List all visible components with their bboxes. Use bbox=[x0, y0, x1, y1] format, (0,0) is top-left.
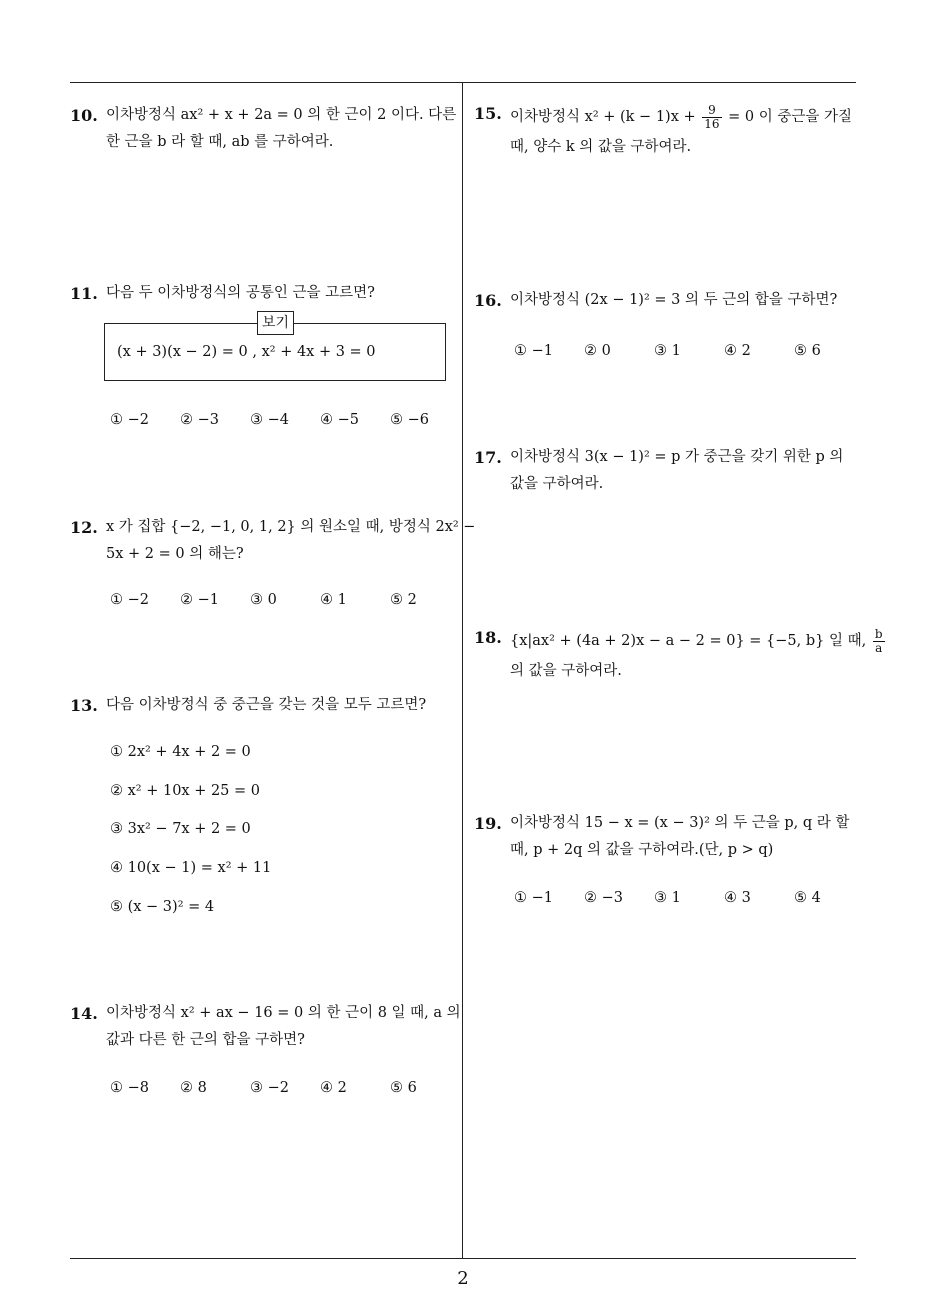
question-text-line: 5x + 2 = 0 의 해는? bbox=[106, 546, 244, 562]
choice-3[interactable]: ③ 3x² − 7x + 2 = 0 bbox=[110, 821, 251, 837]
choice-4[interactable]: ④ 2 bbox=[724, 343, 751, 359]
question-10 bbox=[70, 102, 456, 156]
question-text bbox=[106, 280, 456, 307]
question-text bbox=[106, 514, 476, 568]
choice-3[interactable]: ③ 1 bbox=[654, 890, 681, 906]
question-text bbox=[510, 624, 883, 685]
question-text bbox=[510, 287, 860, 314]
choice-1[interactable]: ① −1 bbox=[514, 890, 553, 906]
example-box-content: (x + 3)(x − 2) = 0 , x² + 4x + 3 = 0 bbox=[117, 344, 376, 360]
choice-5[interactable]: ⑤ 4 bbox=[794, 890, 821, 906]
question-12 bbox=[70, 514, 476, 608]
question-number: 10. bbox=[70, 106, 98, 125]
choice-2[interactable]: ② 0 bbox=[584, 343, 611, 359]
answer-choices bbox=[70, 592, 456, 614]
question-text-line: 때, p + 2q 의 값을 구하여라.(단, p > q) bbox=[510, 842, 774, 858]
choice-1[interactable]: ① −2 bbox=[110, 592, 149, 608]
choice-5[interactable]: ⑤ (x − 3)² = 4 bbox=[110, 899, 215, 915]
choice-4[interactable]: ④ −5 bbox=[320, 412, 359, 428]
answer-choices bbox=[474, 343, 860, 365]
bottom-rule bbox=[70, 1258, 856, 1259]
question-number: 19. bbox=[474, 814, 502, 833]
example-box-label: 보기 bbox=[257, 311, 294, 335]
question-text bbox=[510, 810, 860, 864]
question-text-line: x 가 집합 {−2, −1, 0, 1, 2} 의 원소일 때, 방정식 2x² − bbox=[106, 519, 476, 535]
choice-4[interactable]: ④ 2 bbox=[320, 1080, 347, 1096]
question-number: 13. bbox=[70, 696, 98, 715]
choice-2[interactable]: ② x² + 10x + 25 = 0 bbox=[110, 783, 261, 799]
question-18 bbox=[474, 624, 883, 685]
choice-3[interactable]: ③ 0 bbox=[250, 592, 277, 608]
question-text-line: 값을 구하여라. bbox=[510, 476, 604, 492]
question-text bbox=[510, 444, 860, 498]
question-text-line: 이차방정식 ax² + x + 2a = 0 의 한 근이 2 이다. 다른 bbox=[106, 107, 457, 123]
question-text-line: 이차방정식 (2x − 1)² = 3 의 두 근의 합을 구하면? bbox=[510, 292, 838, 308]
choice-3[interactable]: ③ −2 bbox=[250, 1080, 289, 1096]
question-number: 15. bbox=[474, 104, 502, 123]
choice-1[interactable]: ① −2 bbox=[110, 412, 149, 428]
question-14 bbox=[70, 1000, 461, 1096]
question-text-part: 이차방정식 x² + (k − 1)x + bbox=[510, 109, 696, 125]
question-number: 11. bbox=[70, 284, 98, 303]
choice-2[interactable]: ② −1 bbox=[180, 592, 219, 608]
fraction-denominator: 16 bbox=[704, 116, 720, 131]
question-15 bbox=[474, 100, 860, 161]
question-text bbox=[510, 100, 860, 161]
fraction bbox=[702, 104, 721, 131]
answer-choices bbox=[70, 412, 456, 434]
fraction bbox=[873, 628, 885, 655]
question-text-part: {x|ax² + (4a + 2)x − a − 2 = 0} = {−5, b} 일 때, bbox=[510, 633, 867, 649]
question-number: 14. bbox=[70, 1004, 98, 1023]
answer-choices bbox=[474, 890, 860, 912]
choice-2[interactable]: ② 8 bbox=[180, 1080, 207, 1096]
question-text bbox=[106, 102, 456, 156]
question-text-line: 다음 이차방정식 중 중근을 갖는 것을 모두 고르면? bbox=[106, 697, 427, 713]
question-text-line: 이차방정식 x² + ax − 16 = 0 의 한 근이 8 일 때, a 의 bbox=[106, 1005, 461, 1021]
question-text-part: = 0 이 중근을 가질 bbox=[728, 109, 852, 125]
choice-4[interactable]: ④ 1 bbox=[320, 592, 347, 608]
question-text-line bbox=[510, 100, 860, 134]
question-text-line: 한 근을 b 라 할 때, ab 를 구하여라. bbox=[106, 134, 334, 150]
question-17 bbox=[474, 444, 860, 498]
question-11 bbox=[70, 280, 456, 428]
choice-4[interactable]: ④ 3 bbox=[724, 890, 751, 906]
question-text-line: 다음 두 이차방정식의 공통인 근을 고르면? bbox=[106, 285, 375, 301]
column-divider bbox=[462, 82, 463, 1259]
question-16 bbox=[474, 287, 860, 359]
question-text-line: 값과 다른 한 근의 합을 구하면? bbox=[106, 1032, 305, 1048]
fraction-numerator: b bbox=[874, 626, 883, 641]
choice-2[interactable]: ② −3 bbox=[180, 412, 219, 428]
top-rule bbox=[70, 82, 856, 83]
choice-1[interactable]: ① 2x² + 4x + 2 = 0 bbox=[110, 744, 251, 760]
fraction-numerator: 9 bbox=[702, 104, 721, 118]
question-19 bbox=[474, 810, 860, 906]
question-text-line: 이차방정식 15 − x = (x − 3)² 의 두 근을 p, q 라 할 bbox=[510, 815, 850, 831]
question-text-line: 의 값을 구하여라. bbox=[510, 663, 622, 679]
question-number: 12. bbox=[70, 518, 98, 537]
question-text-line: 이차방정식 3(x − 1)² = p 가 중근을 갖기 위한 p 의 bbox=[510, 449, 844, 465]
example-box bbox=[104, 315, 446, 381]
question-text bbox=[106, 1000, 461, 1054]
question-number: 17. bbox=[474, 448, 502, 467]
choice-4[interactable]: ④ 10(x − 1) = x² + 11 bbox=[110, 860, 272, 876]
question-text bbox=[106, 692, 456, 719]
question-13 bbox=[70, 692, 456, 915]
page-number: 2 bbox=[457, 1268, 469, 1289]
choice-5[interactable]: ⑤ 6 bbox=[794, 343, 821, 359]
question-text-line: 때, 양수 k 의 값을 구하여라. bbox=[510, 139, 692, 155]
question-text-line bbox=[510, 624, 883, 658]
question-number: 18. bbox=[474, 628, 502, 647]
choice-5[interactable]: ⑤ −6 bbox=[390, 412, 429, 428]
answer-choices bbox=[70, 1080, 456, 1102]
fraction-denominator: a bbox=[875, 640, 883, 655]
choice-1[interactable]: ① −8 bbox=[110, 1080, 149, 1096]
choice-5[interactable]: ⑤ 2 bbox=[390, 592, 417, 608]
choice-3[interactable]: ③ 1 bbox=[654, 343, 681, 359]
choice-5[interactable]: ⑤ 6 bbox=[390, 1080, 417, 1096]
choice-3[interactable]: ③ −4 bbox=[250, 412, 289, 428]
question-number: 16. bbox=[474, 291, 502, 310]
choice-1[interactable]: ① −1 bbox=[514, 343, 553, 359]
choice-2[interactable]: ② −3 bbox=[584, 890, 623, 906]
